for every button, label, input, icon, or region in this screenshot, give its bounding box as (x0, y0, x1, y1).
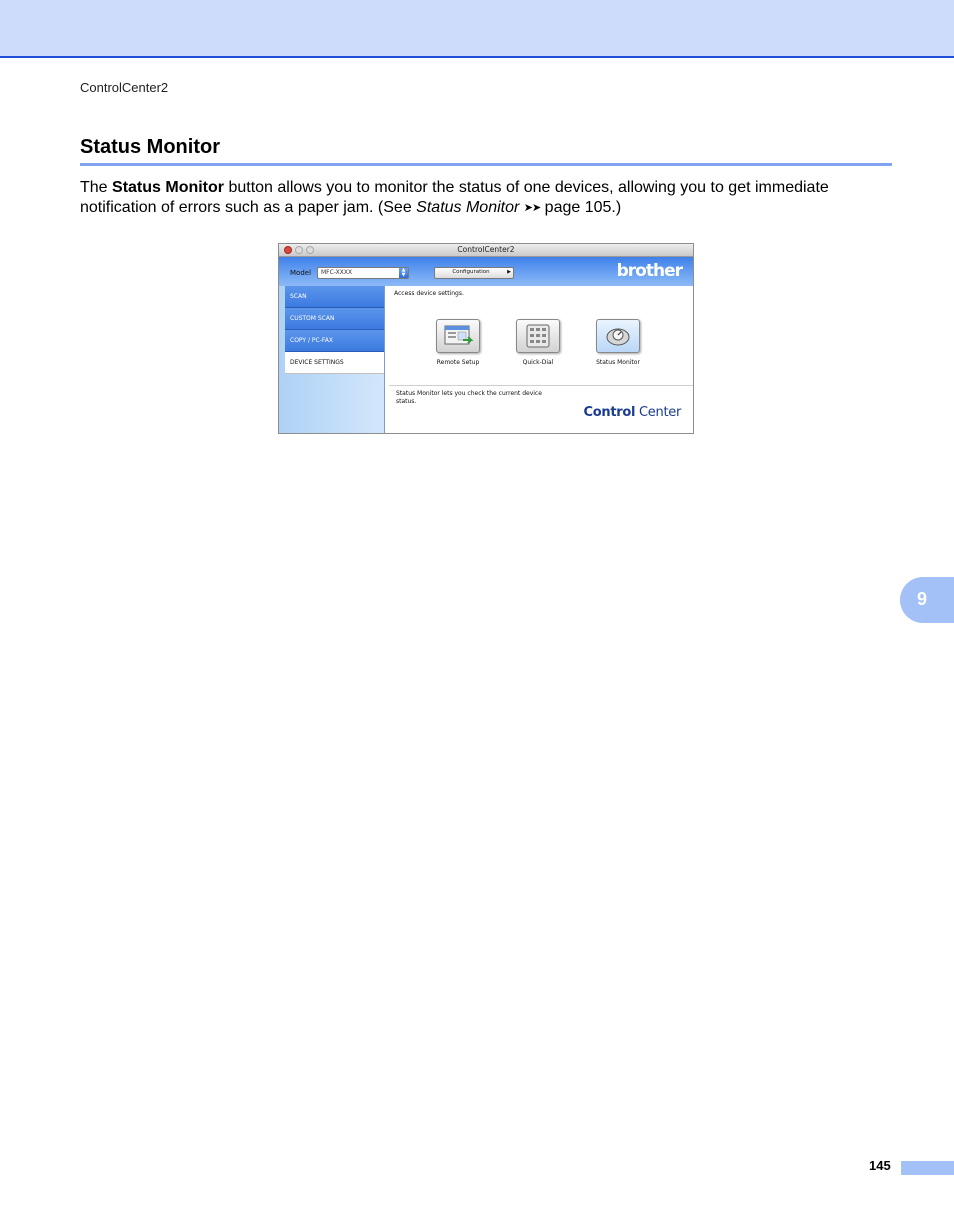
sidebar-item-label: DEVICE SETTINGS (290, 359, 344, 366)
model-label: Model (290, 269, 312, 277)
quick-dial-icon (516, 319, 560, 353)
brother-logo: brother (616, 261, 682, 281)
quick-dial-label: Quick-Dial (522, 359, 554, 366)
description-text: Status Monitor lets you check the current device status. (396, 390, 542, 405)
status-monitor-label: Status Monitor (596, 359, 640, 366)
window-title: ControlCenter2 (457, 245, 515, 254)
model-value: MFC-XXXX (321, 269, 353, 276)
remote-setup-button[interactable] (423, 319, 483, 369)
para-text-1: The (80, 179, 113, 196)
sidebar-item-label: CUSTOM SCAN (290, 315, 335, 322)
sidebar (279, 286, 385, 433)
window-titlebar (279, 244, 693, 257)
para-text-3: page 105.) (540, 199, 622, 216)
para-link-status-monitor[interactable]: Status Monitor (416, 199, 520, 216)
title-rule (80, 163, 892, 166)
controlcenter2-window (278, 243, 694, 434)
toolbar (279, 257, 693, 286)
page-tab-marker (901, 1161, 954, 1175)
content-panel (385, 286, 693, 433)
select-arrows-icon: ▲ ▼ (399, 268, 408, 278)
logo-bold-text: Control (583, 405, 636, 420)
chapter-tab (900, 577, 954, 623)
sidebar-item-copy-pc-fax[interactable] (285, 330, 384, 352)
section-title: Status Monitor (80, 136, 220, 158)
quick-dial-button[interactable] (503, 319, 563, 369)
page-number: 145 (869, 1158, 891, 1173)
sidebar-item-device-settings[interactable] (285, 352, 384, 374)
control-center-logo (584, 405, 681, 420)
configuration-label: Configuration (452, 269, 490, 275)
remote-setup-icon (436, 319, 480, 353)
para-text-2: button allows you to monitor the status of one devices, allowing you to get immediate notification of errors such as a paper jam. (See (80, 179, 829, 216)
content-divider (389, 385, 693, 386)
top-header-band (0, 0, 954, 58)
body-paragraph (80, 178, 895, 218)
content-caption: Access device settings. (394, 290, 464, 297)
running-header: ControlCenter2 (80, 80, 169, 95)
remote-setup-label: Remote Setup (436, 359, 480, 366)
sidebar-item-custom-scan[interactable] (285, 308, 384, 330)
play-arrow-icon: ▶ (507, 269, 511, 275)
status-monitor-button[interactable] (583, 319, 643, 369)
logo-light-text: Center (639, 405, 681, 420)
chapter-number: 9 (916, 589, 927, 609)
model-select[interactable] (317, 267, 409, 279)
sidebar-item-label: SCAN (290, 293, 307, 300)
para-bold-status-monitor: Status Monitor (112, 179, 225, 196)
sidebar-item-scan[interactable] (285, 286, 384, 308)
status-monitor-icon (596, 319, 640, 353)
sidebar-item-label: COPY / PC-FAX (290, 337, 333, 344)
double-arrow-icon: ➤➤ (523, 202, 541, 214)
configuration-button[interactable] (434, 267, 514, 279)
